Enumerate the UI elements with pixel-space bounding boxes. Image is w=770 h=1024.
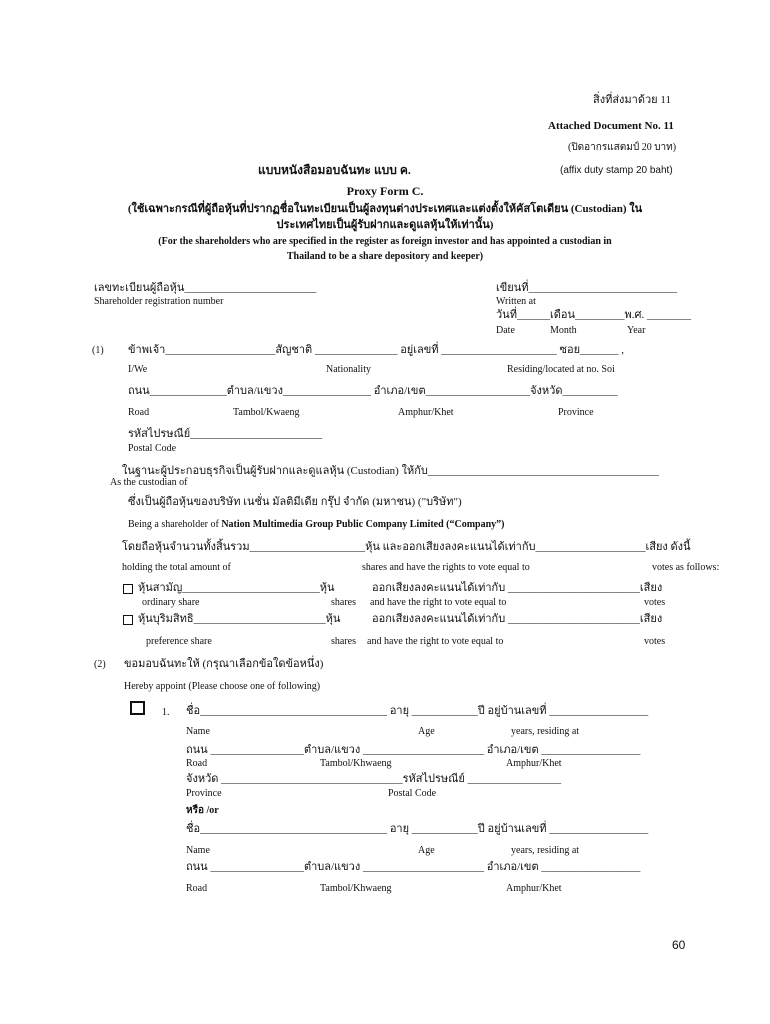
proxy-1-name-en: Name [186,726,210,737]
ordinary-share-th: หุ้นสามัญ_________________________หุ้น [138,582,335,594]
section-1-number: (1) [92,345,104,356]
registration-number-th: เลขทะเบียนผู้ถือหุ้น________________________ [94,282,317,294]
date-en: Date [496,325,515,336]
note-th-1: (ใช้เฉพาะกรณีที่ผู้ถือหุ้นที่ปรากฏชื่อในทะเบียนเป็นผู้ลงทุนต่างประเทศและแต่งตั้งให้คัสโตเดียน (Custodian) ใน [127,203,643,215]
appoint-en: Hereby appoint (Please choose one of following) [124,681,321,692]
ordinary-share-checkbox[interactable] [123,584,133,594]
ordinary-votes-en: votes [644,597,666,608]
holding-th: โดยถือหุ้นจำนวนทั้งสิ้นรวม_____________________หุ้น และออกเสียงลงคะแนนได้เท่ากับ____________________เสียง ดังนี้ [122,541,691,553]
preference-share-checkbox[interactable] [123,615,133,625]
ordinary-shares-en: shares [331,597,356,608]
note-en-2: Thailand to be a share depository and keeper) [286,251,484,262]
date-th: วันที่______เดือน_________พ.ศ. ________ [496,309,691,321]
written-at-en: Written at [496,296,536,307]
proxy-2-amphur-en: Amphur/Khet [506,883,562,894]
proxy-2-residing-en: years, residing at [511,845,580,856]
registration-number-en: Shareholder registration number [94,296,224,307]
section-2-number: (2) [94,659,106,670]
proxy-1-province-en: Province [186,788,222,799]
custodian-th: ในฐานะผู้ประกอบธุรกิจเป็นผู้รับฝากและดูแลหุ้น (Custodian) ให้กับ__________________________________________ [122,465,659,477]
preference-shares-en: shares [331,636,356,647]
holding-en: holding the total amount of [122,562,231,573]
preference-votes-en: votes [644,636,666,647]
proxy-2-name-line-th: ชื่อ__________________________________ อายุ ____________ปี อยู่บ้านเลขที่ __________________ [186,823,649,835]
iwe-line-th: ข้าพเจ้า____________________สัญชาติ _______________ อยู่เลขที่ _____________________ ซอย_______ , [128,344,625,356]
postal-code-th: รหัสไปรษณีย์________________________ [128,428,323,440]
proxy-1-name-line-th: ชื่อ__________________________________ อายุ ____________ปี อยู่บ้านเลขที่ __________________ [186,705,649,717]
tambol-en: Tambol/Kwaeng [233,407,300,418]
note-en-1: (For the shareholders who are specified in the register as foreign investor and has appointed a custodian in [158,236,612,247]
proxy-option-1-number: 1. [162,707,170,718]
form-title-en: Proxy Form C. [346,184,424,198]
nationality-en: Nationality [326,364,371,375]
proxy-option-1-checkbox[interactable] [130,701,145,715]
ordinary-share-en: ordinary share [142,597,200,608]
proxy-2-road-line-th: ถนน _________________ตำบล/แขวง ______________________ อำเภอ/เขต __________________ [186,861,641,873]
preference-share-th: หุ้นบุริมสิทธิ________________________หุ้น [138,613,341,625]
proxy-1-residing-en: years, residing at [511,726,580,737]
or-label: หรือ /or [186,805,219,816]
ordinary-right-vote-en: and have the right to vote equal to [370,597,507,608]
proxy-2-age-en: Age [418,845,435,856]
attachment-en: Attached Document No. 11 [548,120,674,132]
proxy-1-age-en: Age [418,726,435,737]
note-th-2: ประเทศไทยเป็นผู้รับฝากและดูแลหุ้นให้เท่านั้น) [276,219,494,231]
proxy-1-postal-en: Postal Code [388,788,437,799]
year-en: Year [627,325,646,336]
postal-code-en: Postal Code [128,443,177,454]
proxy-2-road-en: Road [186,883,208,894]
appoint-th: ขอมอบฉันทะให้ (กรุณาเลือกข้อใดข้อหนึ่ง) [124,658,324,670]
preference-right-vote-en: and have the right to vote equal to [367,636,504,647]
proxy-1-amphur-en: Amphur/Khet [506,758,562,769]
proxy-1-road-en: Road [186,758,208,769]
proxy-1-tambol-en: Tambol/Khwaeng [320,758,392,769]
road-en: Road [128,407,150,418]
amphur-en: Amphur/Khet [398,407,454,418]
shares-rights-en: shares and have the rights to vote equal to [362,562,530,573]
custodian-en: As the custodian of [110,477,188,488]
votes-as-follows-en: votes as follows: [652,562,720,573]
residing-en: Residing/located at no. Soi [507,364,615,375]
shareholder-th: ซึ่งเป็นผู้ถือหุ้นของบริษัท เนชั่น มัลติมีเดีย กรุ๊ป จำกัด (มหาชน) ("บริษัท") [128,496,462,508]
province-en: Province [558,407,594,418]
preference-share-en: preference share [146,636,212,647]
preference-vote-th: ออกเสียงลงคะแนนได้เท่ากับ ________________________เสียง [372,613,663,625]
month-en: Month [550,325,577,336]
proxy-1-road-line-th: ถนน _________________ตำบล/แขวง ______________________ อำเภอ/เขต __________________ [186,744,641,756]
proxy-2-tambol-en: Tambol/Khwaeng [320,883,392,894]
written-at-th: เขียนที่___________________________ [496,282,677,294]
iwe-en: I/We [128,364,148,375]
stamp-en: (affix duty stamp 20 baht) [560,165,673,176]
proxy-1-province-line-th: จังหวัด _________________________________รหัสไปรษณีย์ _________________ [186,773,562,785]
page-number: 60 [672,938,686,952]
form-title-th: แบบหนังสือมอบฉันทะ แบบ ค. [258,163,411,177]
company-name: Nation Multimedia Group Public Company Limited (“Company”) [221,519,505,530]
ordinary-vote-th: ออกเสียงลงคะแนนได้เท่ากับ ________________________เสียง [372,582,663,594]
attachment-th: สิ่งที่ส่งมาด้วย 11 [593,94,671,106]
proxy-2-name-en: Name [186,845,210,856]
stamp-th: (ปิดอากรแสตมป์ 20 บาท) [568,142,677,153]
address-line-th: ถนน______________ตำบล/แขวง________________ อำเภอ/เขต___________________จังหวัด__________ [128,385,618,397]
shareholder-en: Being a shareholder of Nation Multimedia Group Public Company Limited (“Company”) [128,519,505,530]
